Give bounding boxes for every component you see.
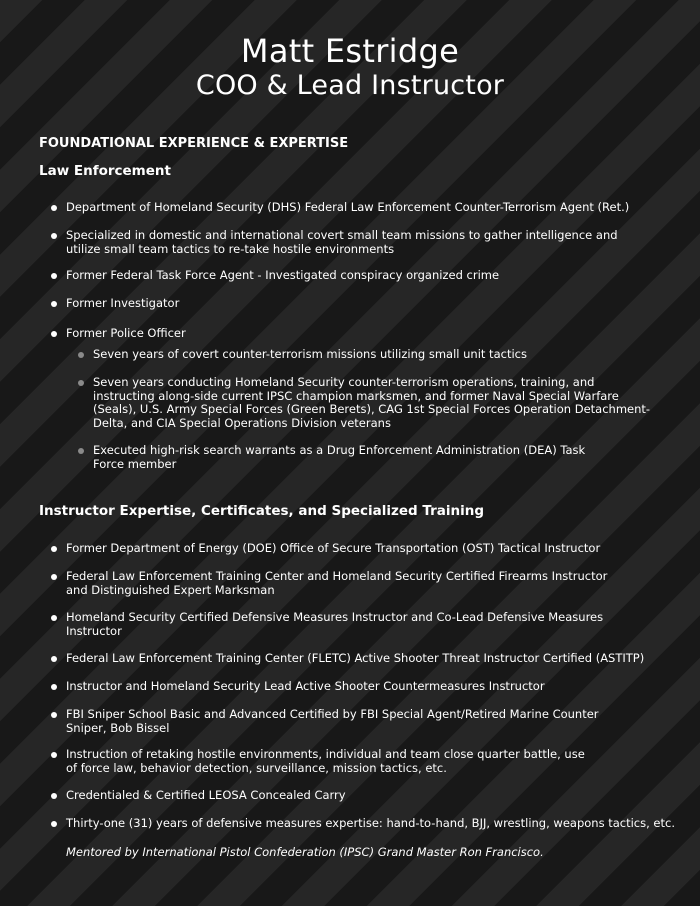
law-enforcement-title: Law Enforcement [39,163,171,179]
list-item: Former Investigator [39,297,696,311]
sub-list-item: Seven years conducting Homeland Security counter-terrorism operations, training, and instructing along-side current IPSC champion marksmen, and former Naval Special Warfare (Seals), U.S. Army Special Forces (Green Berets), CAG 1st Special Forces Operation Detachment-Delta, and CIA Special Operations Division veterans [39,376,653,430]
list-item: Federal Law Enforcement Training Center and Homeland Security Certified Firearms Instructor and Distinguished Expert Marksman [39,570,626,597]
list-item: Specialized in domestic and international covert small team missions to gather intelligence and utilize small team tactics to re-take hostile environments [39,229,626,256]
list-item: Instructor and Homeland Security Lead Active Shooter Countermeasures Instructor [39,680,696,694]
instructor-title: Instructor Expertise, Certificates, and Specialized Training [39,503,485,519]
list-item: Credentialed & Certified LEOSA Concealed Carry [39,789,696,803]
list-item: Former Police Officer [39,327,696,341]
person-role: COO & Lead Instructor [195,70,505,101]
person-name: Matt Estridge [240,32,460,70]
sub-list-item: Seven years of covert counter-terrorism missions utilizing small unit tactics [39,348,700,362]
list-item: Instruction of retaking hostile environments, individual and team close quarter battle, use of force law, behavior detection, surveillance, mission tactics, etc. [39,748,586,775]
list-item: Thirty-one (31) years of defensive measures expertise: hand-to-hand, BJJ, wrestling, weapons tactics, etc. [39,817,696,831]
list-item: Federal Law Enforcement Training Center (FLETC) Active Shooter Threat Instructor Certified (ASTITP) [39,652,696,666]
list-item: FBI Sniper School Basic and Advanced Certified by FBI Special Agent/Retired Marine Counter Sniper, Bob Bissel [39,708,626,735]
mentor-note: Mentored by International Pistol Confederation (IPSC) Grand Master Ron Francisco. [66,845,544,859]
header [0,0,700,102]
list-item: Homeland Security Certified Defensive Measures Instructor and Co-Lead Defensive Measures Instructor [39,611,626,638]
sub-list-item: Executed high-risk search warrants as a Drug Enforcement Administration (DEA) Task Force member [39,444,603,471]
list-item: Former Department of Energy (DOE) Office of Secure Transportation (OST) Tactical Instructor [39,542,696,556]
list-item: Former Federal Task Force Agent - Investigated conspiracy organized crime [39,269,696,283]
section-title: FOUNDATIONAL EXPERIENCE & EXPERTISE [39,136,349,151]
list-item: Department of Homeland Security (DHS) Federal Law Enforcement Counter-Terrorism Agent (Ret.) [39,201,696,215]
